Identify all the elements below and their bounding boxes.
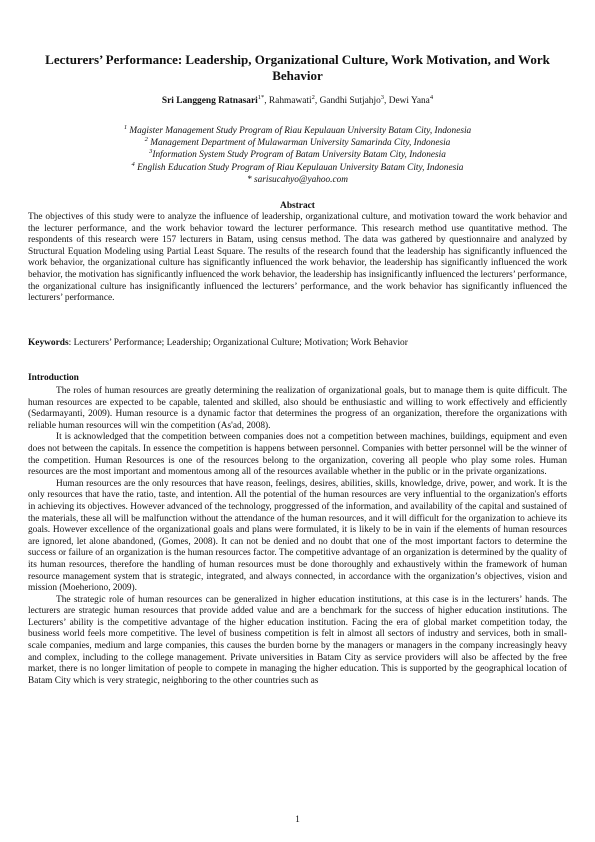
affiliation: $^1$ Magister Management Study Program of Riau Kepulauan University Batam City, Indonesia [123,123,472,136]
paper-title: Lecturers’ Performance: Leadership, Organizational Culture, Work Motivation, and Work Behavior [45,52,550,83]
author [388,93,434,106]
author-affil-mark: 1* [257,93,265,101]
abstract-text: The objectives of this study were to analyze the influence of leadership, organizational culture, and motivation toward the work behavior and the lecturer performance, and the work behavior toward the lecturer performance. This research method use quantitative method. The respondents of this research were 157 lecturers in Batam, using census method. The data was gathered by questionnaire and analyzed by Structural Equation Modeling using Partial Least Square. The results of the research found that the leadership has significantly influenced the work behavior, the organizational culture has significantly influenced the work behavior, the leadership has significantly influenced the work behavior, the motivation has significantly influenced the work behavior, the leadership has insignificantly influenced the lecturers’ performance, the organizational culture has insignificantly influenced the lecturers’ performance, and the work behavior has significantly influenced the lecturers’ performance. [28,212,568,304]
author-name: Rahmawati [268,96,312,106]
corresponding-email: * sarisucahyo@yahoo.com [247,174,348,185]
author-affil-mark: 3 [380,93,385,101]
author-name: Sri Langgeng Ratnasari [161,96,258,106]
keywords-list: : Lecturers’ Performance; Leadership; Organizational Culture; Motivation; Work Behavior [68,338,408,348]
author-affil-mark: 2 [311,93,315,101]
author-list [30,93,565,106]
affiliation: $^3$Information System Study Program of Batam University Batam City, Indonesia [149,148,446,161]
section-heading-introduction: Introduction [28,373,79,383]
paragraph: It is acknowledged that the competition between companies does not a competition between machines, buildings, equipment and even does not between the capitals. In essence the competition is happens between personnel. Companies with better personnel will be the winner of the competition. Human Resources is one of the resources belong to the organization, covering all people who play some roles. Human resources are the most important and momentous among all of the resources available whether in the public or in the private organizations. [28,432,567,478]
paragraph: The strategic role of human resources can be generalized in higher education institutions, at this case is in the lecturers’ hands. The lecturers are strategic human resources that provide added value and are a benchmark for the success of higher education institutions. The Lecturers’ ability is the competitive advantage of the higher education institution. Facing the era of global market competition today, the business world feels more competitive. The level of business competition is felt in almost all sectors of industry and services, both in small-scale companies, medium and large companies, this causes the burden borne by the managers or managers in the company increasingly heavy and complex, including to the college management. Private universities in Batam City as service providers will also be affected by the free market, there is no longer limitation of people to compete in managing the higher education. This is supported by the geographical location of Batam City which is very strategic, neighboring to the other countries such as [28,594,567,686]
author: Rahmawati$^2$, [268,93,320,106]
author-name: Gandhi Sutjahjo [319,96,381,106]
affiliation: $^4$ English Education Study Program of Riau Kepulauan University Batam City, Indonesia [131,160,464,173]
page-number: 1 [295,815,300,825]
affiliation-list [30,125,565,186]
keywords-label: Keywords [28,338,69,348]
author: Sri Langgeng Ratnasari$^{1*}$, [161,93,269,106]
affiliation: $^2$ Management Department of Mulawarman University Samarinda City, Indonesia [144,136,451,149]
paragraph: The roles of human resources are greatly determining the realization of organizational goals, but to manage them is quite difficult. The human resources are expected to be capable, talented and skilled, also should be enthusiastic and willing to work effectively and efficiently (Sedarmayanti, 2009). Human resource is a dynamic factor that determines the progress of an organization, therefore the organizations with reliable human resources will win the competition (As'ad, 2008). [28,386,567,431]
introduction-body [28,386,567,687]
author-name: Dewi Yana [388,96,430,106]
author: Gandhi Sutjahjo$^3$, [319,93,389,106]
author-affil-mark: 4 [429,93,434,101]
abstract-heading: Abstract [280,201,315,211]
keywords [28,338,567,348]
paragraph: Human resources are the only resources that have reason, feelings, desires, abilities, skills, knowledge, drive, power, and work. It is the only resources that have the ratio, taste, and intention. All the potential of the human resources are very influential to the organization's efforts in achieving its objectives. However advanced of the technology, proggressed of the information, and availability of the capital and sustained of the materials, these all will be malfunction without the attendance of the human resources, and it will difficult for the organization to achieve its goals. However excellence of the organizational goals and plans were formulated, it is likely to be in vain if the elements of human resources are ignored, let alone abandoned, (Gomes, 2008). It can not be denied and no doubt that one of the most important factors to determine the success or failure of an organization is the human resources factor. The competitive advantage of an organization is determined by the quality of its human resources, therefore the handling of human resources must be done thoroughly and exhaustively within the framework of human resource management system that is strategic, integrated, and always connected, in accordance with the organization’s objectives, vision and mission (Moeheriono, 2009). [28,478,567,594]
